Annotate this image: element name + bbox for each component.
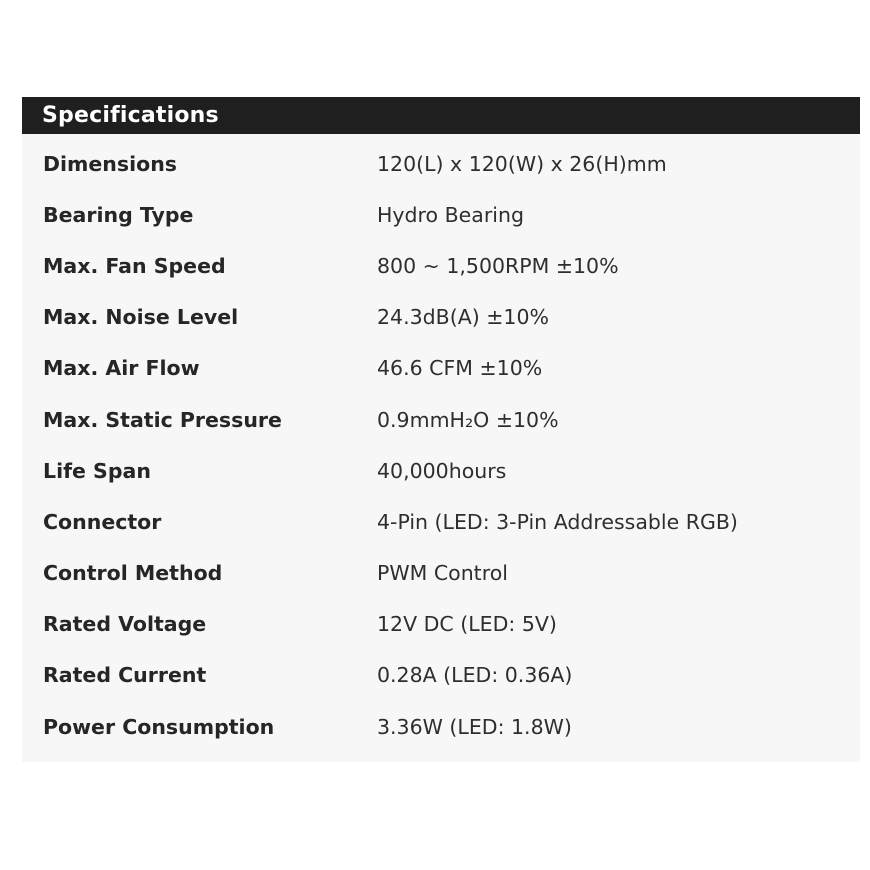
spec-value: 40,000hours xyxy=(377,458,507,483)
spec-label: Max. Noise Level xyxy=(43,305,239,330)
spec-rows xyxy=(22,134,860,762)
spec-row-rated-current xyxy=(22,650,860,701)
spec-row-max-fan-speed xyxy=(22,240,860,291)
spec-value: 12V DC (LED: 5V) xyxy=(377,612,557,637)
spec-row-max-static-pressure xyxy=(22,394,860,445)
spec-label: Control Method xyxy=(43,561,223,586)
spec-label: Bearing Type xyxy=(43,202,194,227)
spec-value: 0.28A (LED: 0.36A) xyxy=(377,663,573,688)
spec-label: Rated Current xyxy=(43,663,207,688)
spec-value: 4-Pin (LED: 3-Pin Addressable RGB) xyxy=(377,509,738,534)
specifications-header xyxy=(22,97,860,134)
specifications-table xyxy=(22,97,860,762)
spec-label: Max. Static Pressure xyxy=(43,407,282,432)
spec-value: 120(L) x 120(W) x 26(H)mm xyxy=(377,151,667,176)
spec-row-bearing-type xyxy=(22,189,860,240)
spec-row-power-consumption xyxy=(22,701,860,752)
spec-value: PWM Control xyxy=(377,561,508,586)
spec-row-rated-voltage xyxy=(22,599,860,650)
spec-value: 800 ~ 1,500RPM ±10% xyxy=(377,253,619,278)
spec-row-control-method xyxy=(22,548,860,599)
spec-label: Power Consumption xyxy=(43,714,275,739)
spec-value: 24.3dB(A) ±10% xyxy=(377,305,549,330)
spec-label: Life Span xyxy=(43,458,151,483)
spec-label: Rated Voltage xyxy=(43,612,207,637)
spec-value: Hydro Bearing xyxy=(377,202,524,227)
specifications-title: Specifications xyxy=(42,103,219,128)
spec-value: 3.36W (LED: 1.8W) xyxy=(377,714,572,739)
spec-label: Connector xyxy=(43,509,162,534)
spec-label: Max. Air Flow xyxy=(43,356,200,381)
spec-label: Dimensions xyxy=(43,151,178,176)
spec-label: Max. Fan Speed xyxy=(43,253,226,278)
spec-row-life-span xyxy=(22,445,860,496)
spec-row-max-noise-level xyxy=(22,292,860,343)
spec-value: 46.6 CFM ±10% xyxy=(377,356,543,381)
spec-value: 0.9mmH₂O ±10% xyxy=(377,407,559,432)
spec-row-max-air-flow xyxy=(22,343,860,394)
spec-row-dimensions xyxy=(22,138,860,189)
spec-row-connector xyxy=(22,496,860,547)
